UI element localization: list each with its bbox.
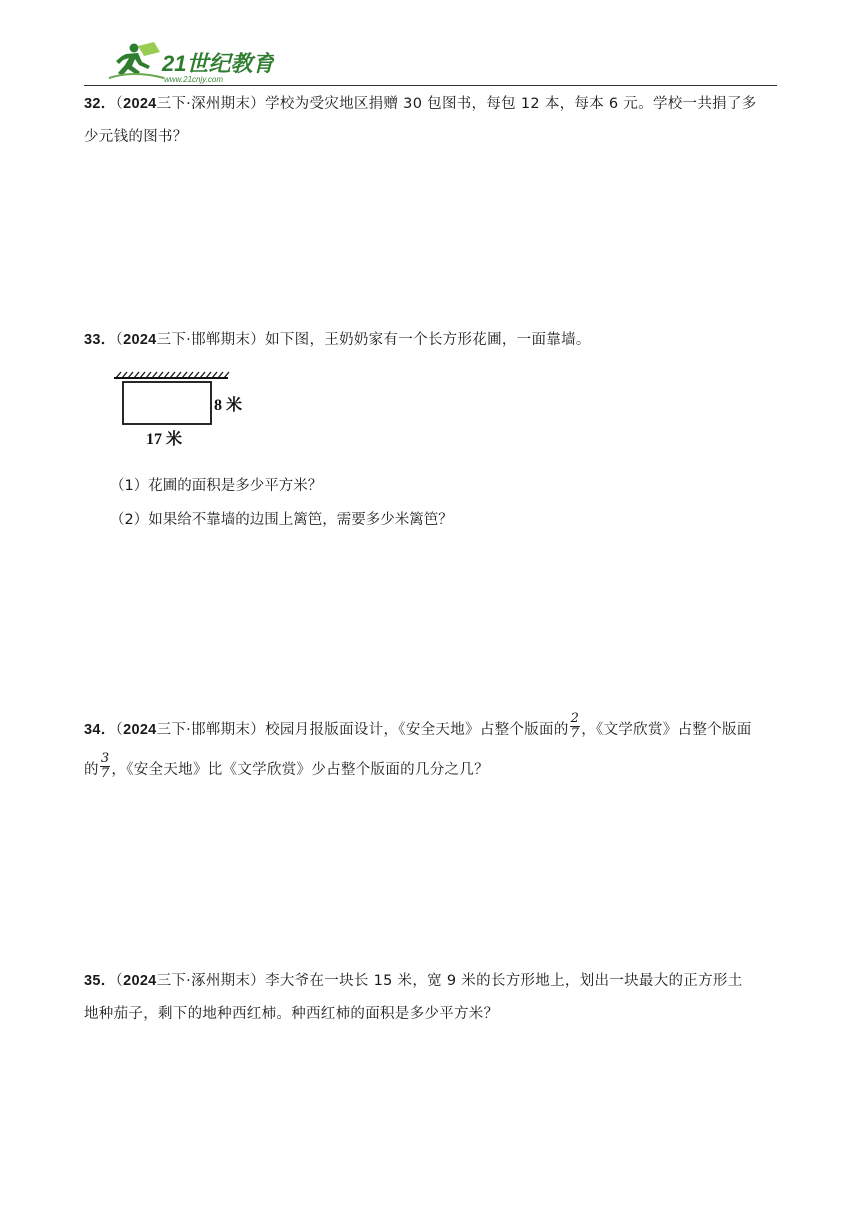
source-open: （ (115, 332, 124, 348)
width-label: 17 米 (146, 431, 183, 448)
question-text: 李大爷在一块长 15 米，宽 9 米的长方形地上，划出一块最大的正方形土 (265, 973, 743, 989)
fraction-two-sevenths (570, 712, 581, 741)
source-year: 2024 (123, 332, 157, 348)
source-year: 2024 (123, 96, 157, 112)
source-open: （ (115, 973, 124, 989)
question-32-line-1 (84, 88, 780, 121)
logo-graphic (104, 40, 274, 84)
fraction-denominator: 7 (570, 725, 580, 741)
source-rest: 三下·邯郸期末） (156, 332, 266, 348)
logo-url: www.21cnjy.com (164, 75, 223, 84)
subquestion-2: （2）如果给不靠墙的边围上篱笆，需要多少米篱笆？ (110, 512, 453, 528)
source-open: （ (115, 722, 124, 738)
question-text-c: 的 (84, 762, 99, 778)
fraction-denominator: 7 (100, 765, 110, 781)
subquestion-1: （1）花圃的面积是多少平方米？ (110, 478, 323, 494)
question-text: 如下图，王奶奶家有一个长方形花圃，一面靠墙。 (265, 332, 591, 348)
question-text: 学校为受灾地区捐赠 30 包图书，每包 12 本，每本 6 元。学校一共捐了多 (265, 96, 757, 112)
height-label: 8 米 (214, 397, 243, 414)
fraction-three-sevenths (100, 752, 111, 781)
source-open: （ (115, 96, 124, 112)
question-text-d: ，《安全天地》比《文学欣赏》少占整个版面的几分之几？ (111, 762, 489, 778)
question-32-line-2: 少元钱的图书？ (84, 129, 188, 145)
question-text-a: 校园月报版面设计，《安全天地》占整个版面的 (265, 722, 569, 738)
question-34-line-2 (84, 752, 780, 788)
source-year: 2024 (123, 973, 157, 989)
question-34-line-1 (84, 712, 780, 748)
site-logo (104, 40, 274, 84)
question-number: 34． (84, 722, 116, 738)
question-33 (84, 324, 780, 357)
question-33-line-1 (84, 324, 780, 357)
question-32 (84, 88, 780, 154)
fraction-numerator: 2 (570, 710, 580, 726)
source-rest: 三下·邯郸期末） (156, 722, 266, 738)
question-35-line-2: 地种茄子，剩下的地种西红柿。种西红柿的面积是多少平方米？ (84, 1006, 499, 1022)
question-35-line-1 (84, 965, 780, 998)
source-rest: 三下·涿州期末） (156, 973, 266, 989)
fraction-numerator: 3 (100, 750, 110, 766)
wall-hatch (114, 372, 229, 378)
header-divider (84, 85, 777, 86)
source-year: 2024 (123, 722, 157, 738)
question-number: 35． (84, 973, 116, 989)
source-rest: 三下·深州期末） (156, 96, 266, 112)
question-35 (84, 965, 780, 1031)
runner-icon (109, 42, 164, 78)
question-34 (84, 712, 780, 788)
garden-rectangle (123, 382, 211, 424)
question-number: 33． (84, 332, 116, 348)
question-text-b: ，《文学欣赏》占整个版面 (581, 722, 752, 738)
question-number: 32． (84, 96, 116, 112)
garden-figure (110, 368, 260, 452)
logo-text: 21世纪教育 (162, 51, 274, 76)
